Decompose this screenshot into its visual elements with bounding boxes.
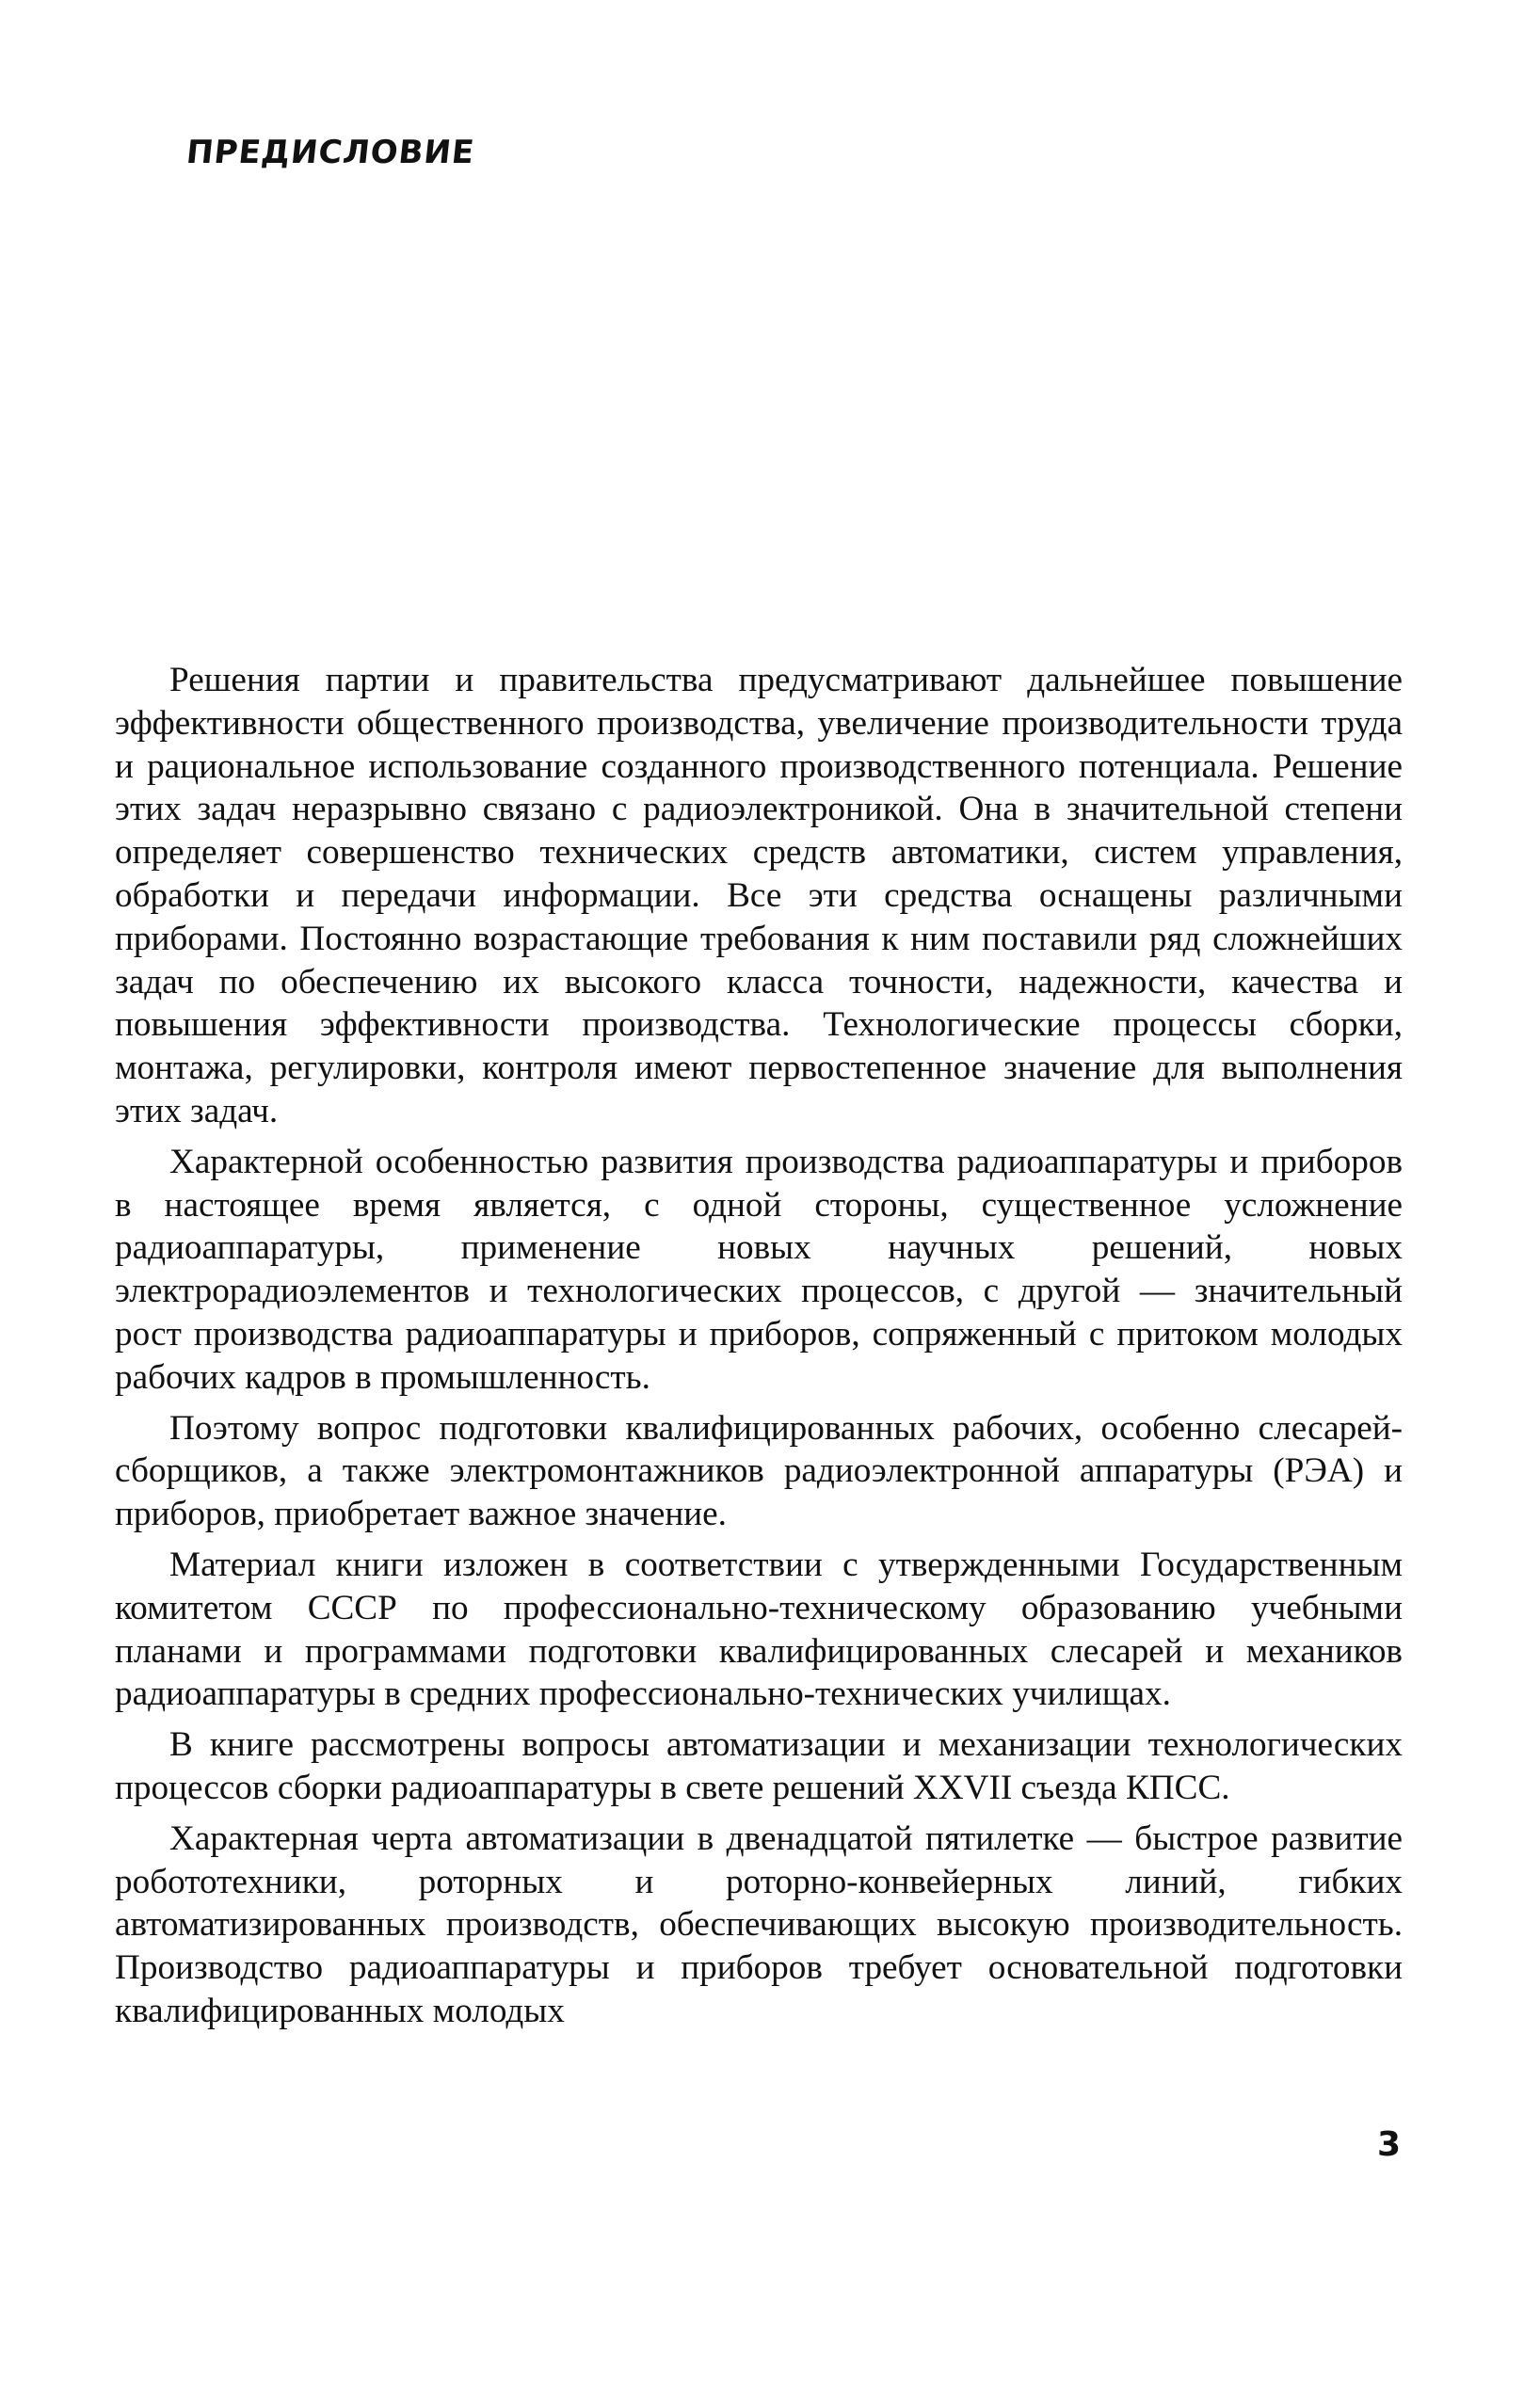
body-text: [115, 659, 1403, 2033]
paragraph-3: Поэтому вопрос подготовки квалифицированных рабочих, особенно слесарей-сборщиков, а также электромонтажников радиоэлектронной аппаратуры (РЭА) и приборов, приобретает важное значение.: [115, 1408, 1403, 1534]
paragraph-1: Решения партии и правительства предусматривают дальнейшее повышение эффективности общественного производства, увеличение производительности труда и рациональное использование созданного производственного потенциала. Решение этих задач неразрывно связано с радиоэлектроникой. Она в значительной степени определяет совершенство технических средств автоматики, систем управления, обработки и передачи информации. Все эти средства оснащены различными приборами. Постоянно возрастающие требования к ним поставили ряд сложнейших задач по обеспечению их высокого класса точности, надежности, качества и повышения эффективности производства. Технологические процессы сборки, монтажа, регулировки, контроля имеют первостепенное значение для выполнения этих задач.: [115, 661, 1403, 1130]
page-number: 3: [1376, 2125, 1401, 2164]
paragraph-2: Характерной особенностью развития производства радиоаппаратуры и приборов в настоящее время является, с одной стороны, существенное усложнение радиоаппаратуры, применение новых научных решений, новых электрорадиоэлементов и технологических процессов, с другой — значительный рост производства радиоаппаратуры и приборов, сопряженный с притоком молодых рабочих кадров в промышленность.: [115, 1142, 1403, 1397]
paragraph-6: Характерная черта автоматизации в двенадцатой пятилетке — быстрое развитие робототехники, роторных и роторно-конвейерных линий, гибких автоматизированных производств, обеспечивающих высокую производительность. Производство радиоаппаратуры и приборов требует основательной подготовки квалифицированных молодых: [115, 1818, 1403, 2030]
paragraph-4: Материал книги изложен в соответствии с утвержденными Государственным комитетом СССР по профессионально-техническому образованию учебными планами и программами подготовки квалифицированных слесарей и механиков радиоаппаратуры в средних профессионально-технических училищах.: [115, 1545, 1403, 1714]
page-title: ПРЕДИСЛОВИЕ: [184, 134, 477, 171]
paragraph-5: В книге рассмотрены вопросы автоматизации и механизации технологических процессов сборки радиоаппаратуры в свете решений XXVII съезда КПСС.: [115, 1725, 1403, 1807]
